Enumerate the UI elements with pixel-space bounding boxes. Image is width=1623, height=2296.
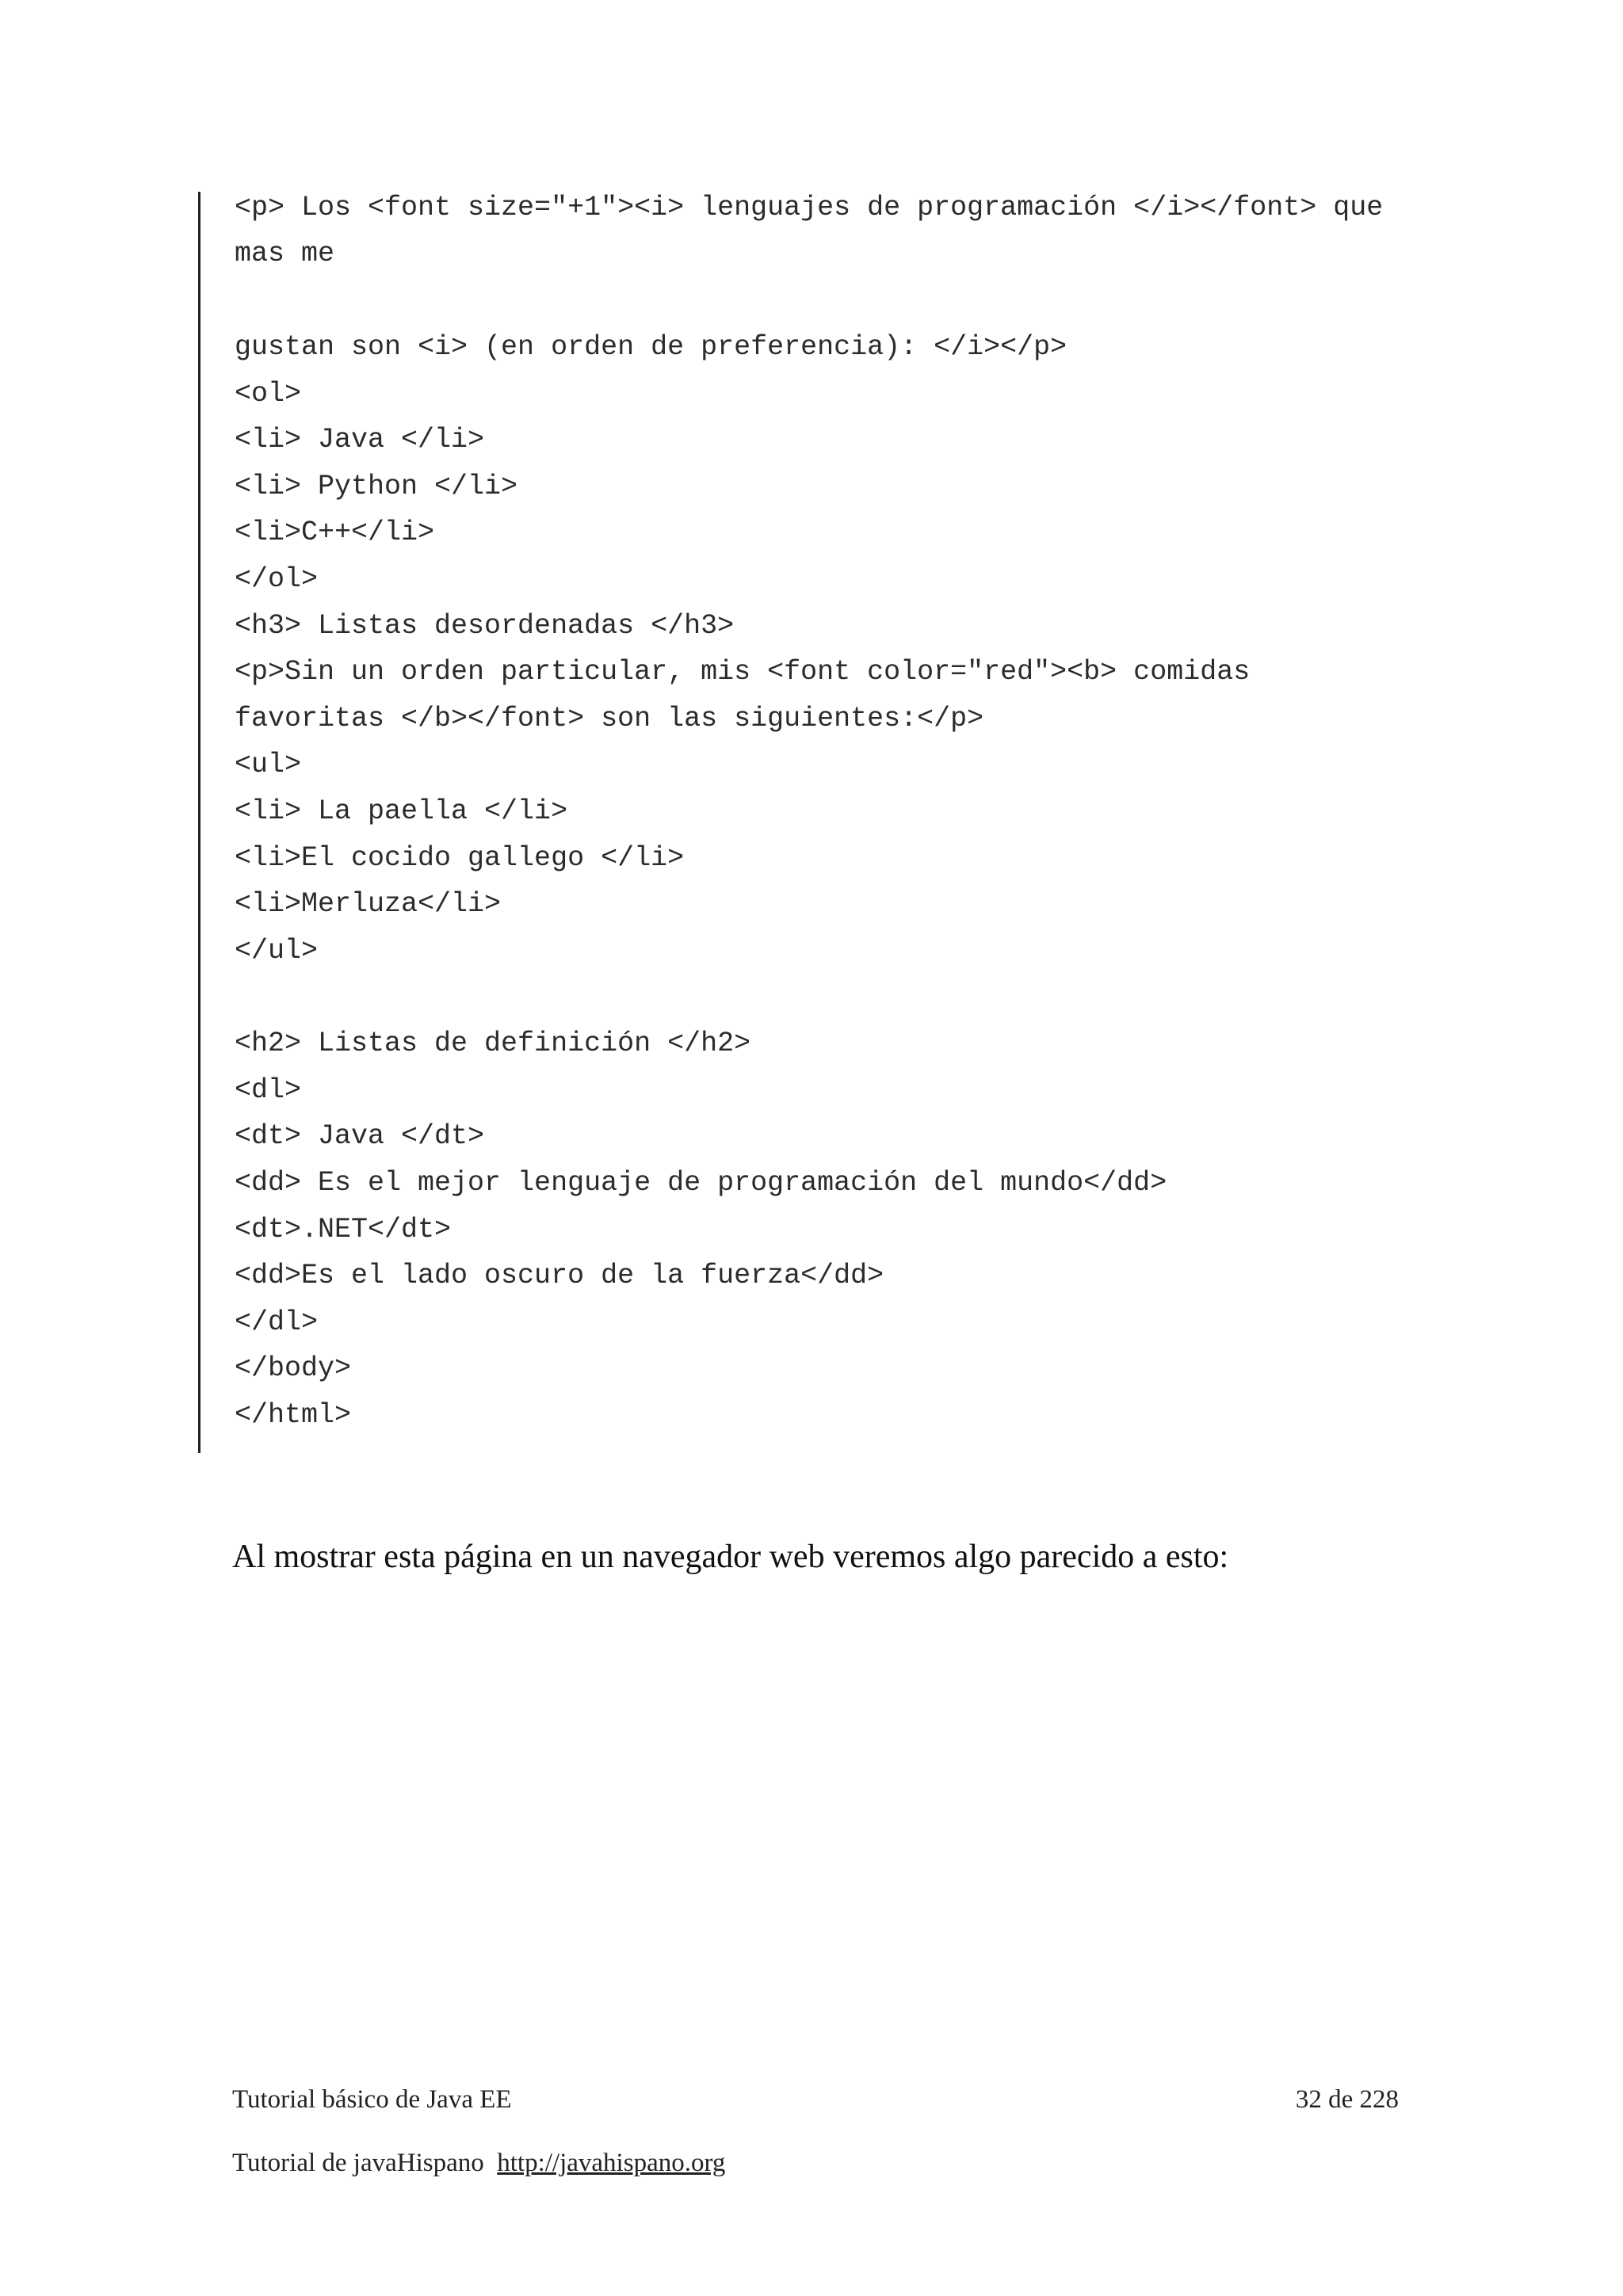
code-line: <ol>	[235, 378, 302, 410]
code-line: <li> Python </li>	[235, 471, 518, 502]
code-line: <li> La paella </li>	[235, 795, 568, 827]
footer-page-counter	[1296, 2084, 1399, 2115]
page-separator: de	[1328, 2085, 1354, 2114]
footer-doc-title: Tutorial básico de Java EE	[232, 2085, 512, 2114]
body-paragraph: Al mostrar esta página en un navegador web veremos algo parecido a esto:	[232, 1539, 1229, 1575]
code-line: <li> Java </li>	[235, 424, 485, 456]
code-line: <dt>.NET</dt>	[235, 1214, 452, 1245]
code-line: </dl>	[235, 1306, 319, 1338]
code-line: <p>Sin un orden particular, mis <font color="red"><b> comidas	[235, 656, 1251, 688]
code-line: <ul>	[235, 749, 302, 780]
footer-site	[232, 2147, 725, 2179]
code-line: <dl>	[235, 1074, 302, 1106]
code-line: <h3> Listas desordenadas </h3>	[235, 610, 735, 642]
footer-site-label: Tutorial de javaHispano	[232, 2149, 484, 2177]
code-line: favoritas </b></font> son las siguientes:</p>	[235, 703, 984, 734]
page-total: 228	[1359, 2085, 1399, 2114]
code-line: <h2> Listas de definición </h2>	[235, 1028, 751, 1059]
code-line: <p> Los <font size="+1"><i> lenguajes de programación </i></font> que	[235, 192, 1384, 223]
page-number: 32	[1295, 2085, 1322, 2114]
code-line: <li>Merluza</li>	[235, 888, 502, 920]
code-line: <li>El cocido gallego </li>	[235, 842, 685, 874]
code-line: </ol>	[235, 563, 319, 595]
footer-site-link[interactable]: http://javahispano.org	[497, 2149, 726, 2177]
code-line: <dt> Java </dt>	[235, 1120, 485, 1152]
code-line: </ul>	[235, 935, 319, 967]
code-listing	[198, 192, 1437, 1453]
code-line: </html>	[235, 1399, 352, 1431]
code-line: gustan son <i> (en orden de preferencia): </i></p>	[235, 331, 1067, 363]
code-line: </body>	[235, 1352, 352, 1384]
code-line: <dd>Es el lado oscuro de la fuerza</dd>	[235, 1260, 884, 1291]
code-line: mas me	[235, 238, 335, 269]
code-line: <dd> Es el mejor lenguaje de programación del mundo</dd>	[235, 1167, 1167, 1199]
code-line: <li>C++</li>	[235, 517, 435, 548]
